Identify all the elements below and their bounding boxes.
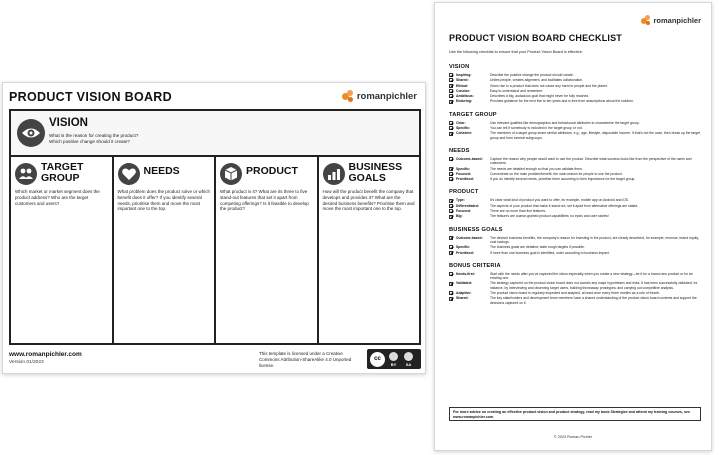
board-grid: [9, 109, 421, 345]
checkbox-icon[interactable]: [449, 121, 453, 125]
checklist-title: PRODUCT VISION BOARD CHECKLIST: [449, 33, 623, 43]
logo-mark-icon: [342, 90, 354, 102]
criterion-description: The aspects of your product that make it stand out, set it apart from alternative offerings are stated.: [490, 203, 639, 208]
criterion-description: If more than one business goal is identified, order according to business impact.: [490, 250, 610, 255]
license-text: This template is licensed under a Creative Commons Attribution-ShareAlike 4.0 Unported license.: [259, 351, 352, 368]
section-heading: TARGET GROUP: [449, 111, 497, 118]
checklist-page: [434, 2, 712, 451]
criterion-description: Unites people, creates alignment, and facilitates collaboration.: [490, 78, 584, 83]
criterion-description: It's clear what kind of product you want to offer, for example, mobile app on Android and iOS.: [490, 198, 629, 203]
checkbox-icon[interactable]: [449, 251, 453, 255]
checklist-item: [449, 209, 701, 213]
checklist-item: [449, 89, 701, 93]
business-goals-heading: BUSINESS GOALS: [348, 161, 403, 184]
criterion-description: Describes a big, audacious goal that might never be fully reached.: [490, 94, 590, 99]
romanpichler-logo: [342, 90, 417, 102]
criterion-description: The members of a target group share similar attributes, e.g., age, lifestyle, disposable income. If that's not the case, then break up the target group and form several subgroups.: [490, 131, 701, 140]
criterion-description: Describe the positive change the product should create.: [490, 73, 574, 77]
criterion-description: The strategy captured on the product vision board does not contain any major hypotheses and risks. It has been successfully validated, for instance, by interviewing and observing target users, building throwaway prototypes, and carrying out competitive analysis.: [490, 281, 698, 290]
checklist-item: [449, 281, 701, 290]
logo-mark-icon: [641, 15, 651, 25]
checklist-sections: [449, 60, 701, 306]
criterion-term: Validated:: [456, 281, 473, 286]
section-heading: PRODUCT: [449, 189, 479, 196]
section-heading: BUSINESS GOALS: [449, 226, 503, 233]
product-heading: PRODUCT: [246, 165, 298, 177]
checklist-item: [449, 296, 701, 305]
criterion-term: Prioritised:: [456, 250, 474, 255]
checkbox-icon[interactable]: [449, 272, 453, 276]
section-heading: VISION: [449, 64, 470, 70]
board-columns: [11, 157, 419, 343]
checklist-item: [449, 198, 701, 202]
criterion-term: Type:: [456, 198, 465, 203]
checklist-item: [449, 157, 701, 166]
checkbox-icon[interactable]: [449, 209, 453, 213]
website-link[interactable]: www.romanpichler.com: [9, 351, 82, 358]
needs-section: [114, 157, 217, 343]
criterion-term: Specific:: [456, 245, 471, 250]
business-goals-section: [319, 157, 420, 343]
checkbox-icon[interactable]: [449, 167, 453, 171]
checkbox-icon[interactable]: [449, 132, 453, 136]
criterion-term: Prioritised:: [456, 177, 474, 182]
criterion-term: Outcome-based:: [456, 235, 483, 240]
criterion-term: Ethical:: [456, 83, 469, 88]
board-title: PRODUCT VISION BOARD: [9, 90, 172, 104]
vision-questions: What is the reason for creating the product? Which positive change should it create?: [49, 133, 139, 144]
checklist-item: [449, 94, 701, 98]
checkbox-icon[interactable]: [449, 172, 453, 176]
section-heading: BONUS CRITERIA: [449, 262, 501, 269]
version-label: Version 01/2023: [9, 360, 44, 365]
criterion-term: Specific:: [456, 126, 471, 131]
checklist-item: [449, 99, 701, 103]
criterion-term: Inspiring:: [456, 73, 472, 77]
checkbox-icon[interactable]: [449, 157, 453, 161]
business-goals-icon: [323, 163, 345, 185]
checklist-intro: Use the following checklist to ensure that your Product Vision Board is effective.: [449, 50, 583, 54]
checkbox-icon[interactable]: [449, 297, 453, 301]
vision-heading: VISION: [49, 117, 88, 129]
checkbox-icon[interactable]: [449, 291, 453, 295]
checklist-item: [449, 121, 701, 125]
target-group-icon: [15, 163, 37, 185]
checkbox-icon[interactable]: [449, 215, 453, 219]
target-group-section: [11, 157, 114, 343]
criterion-term: Shared:: [456, 78, 469, 83]
checklist-item: [449, 204, 701, 208]
criterion-description: Capture the reason why people would want to use the product. Describe what success looks like from the perspective of the users and customers.: [490, 156, 692, 166]
checkbox-icon[interactable]: [449, 199, 453, 203]
checklist-item: [449, 214, 701, 218]
checklist-item: [449, 73, 701, 77]
criterion-description: Easy to understand and remember.: [490, 88, 543, 93]
checkbox-icon[interactable]: [449, 177, 453, 181]
product-question: What product is it? What are its three to five stand-out features that set it apart from competing offerings? Is it feasible to develop the product?: [220, 189, 309, 212]
criterion-term: Specific:: [456, 166, 471, 171]
checklist-item: [449, 131, 701, 140]
checklist-item: [449, 167, 701, 171]
section-heading: NEEDS: [449, 147, 470, 154]
logo-text: romanpichler: [356, 90, 417, 102]
checklist-item: [449, 78, 701, 82]
checklist-item: [449, 172, 701, 176]
checklist-item: [449, 126, 701, 130]
cc-icon: cc: [370, 352, 385, 367]
checklist-item: [449, 291, 701, 295]
vision-section: [11, 111, 419, 157]
checkbox-icon[interactable]: [449, 236, 453, 240]
heart-icon: [118, 163, 140, 185]
criterion-description: You can tell if somebody is included in the target group or not.: [490, 126, 583, 131]
product-vision-board: [2, 82, 426, 374]
checkbox-icon[interactable]: [449, 204, 453, 208]
criterion-term: Shared:: [456, 296, 469, 301]
target-group-heading: TARGET GROUP: [41, 161, 84, 184]
criterion-description: Gives rise to a product that does not cause any harm to people and the planet.: [490, 83, 608, 88]
criterion-description: If you do identify several needs, prioritise them according to their importance for the target group.: [490, 177, 636, 182]
business-goals-question: How will the product benefit the company that develops and provides it? What are the desired business benefits? Prioritise them and move the most important one to the top.: [322, 189, 415, 212]
advice-box: For more advice on creating an effective product vision and product strategy, read my book Strategize and attend my training courses, see www.romanpichler.com.: [449, 407, 701, 421]
share-alike-icon: [404, 352, 413, 361]
criterion-description: The desired business benefits, the company's reason for investing in the product, are clearly described, for example, revenue, brand equity, cost savings.: [490, 235, 699, 244]
criterion-description: The needs are detailed enough so that you can validate them.: [490, 166, 583, 171]
checkbox-icon[interactable]: [449, 100, 453, 104]
attribution-icon: [389, 352, 398, 361]
criterion-term: Clear:: [456, 120, 466, 125]
checklist-item: [449, 236, 701, 245]
checklist-item: [449, 245, 701, 249]
criterion-term: Concise:: [456, 88, 471, 93]
board-footer: [9, 349, 421, 371]
criterion-description: Provides guidance for the next five to ten years and is free from assumptions about the solution.: [490, 99, 634, 104]
checklist-item: [449, 177, 701, 181]
eye-icon: [17, 119, 45, 147]
romanpichler-logo: [641, 15, 701, 25]
criterion-description: The product vision board is regularly inspected and adapted, at least once every three months as a rule of thumb.: [490, 291, 661, 296]
criterion-description: Use relevant qualities like demographics and behavioural attributes to characterise the target group.: [490, 120, 640, 125]
product-section: [216, 157, 319, 343]
criterion-term: Adaptive:: [456, 291, 472, 296]
criterion-term: Differentiated:: [456, 203, 479, 208]
criterion-term: Cohesive:: [456, 131, 473, 136]
criterion-description: Start with the needs after you've captured the vision especially when you create a new strategy—be it for a brand-new product or for an existing one.: [490, 271, 693, 281]
criterion-description: There are no more than five features.: [490, 209, 546, 214]
creative-commons-badge[interactable]: cc BY SA: [367, 349, 421, 369]
needs-question: What problem does the product solve or which benefit does it offer? If you identify several needs, prioritise them and move the most important one to the top.: [117, 189, 211, 212]
criterion-term: Needs-first:: [456, 271, 475, 276]
logo-text: romanpichler: [653, 15, 701, 25]
criterion-description: Concentrate on the main problem/benefit, the main reason for people to use the product.: [490, 171, 623, 176]
checklist-item: [449, 251, 701, 255]
criterion-description: The key stakeholders and development team members have a shared understanding of the product vision board contents and support the decisions captured on it.: [490, 296, 697, 305]
criterion-term: Focused:: [456, 171, 472, 176]
checkbox-icon[interactable]: [449, 73, 453, 77]
checklist-item: [449, 84, 701, 88]
product-box-icon: [220, 163, 242, 185]
checkbox-icon[interactable]: [449, 282, 453, 286]
copyright: © 2023 Roman Pichler: [553, 435, 593, 439]
criterion-term: Ambitious:: [456, 94, 474, 99]
checkbox-icon[interactable]: [449, 89, 453, 93]
criterion-term: Focused:: [456, 209, 472, 214]
checkbox-icon[interactable]: [449, 94, 453, 98]
criterion-description: The features are coarse-grained product capabilities; no epics and user stories!: [490, 214, 609, 219]
criterion-term: Enduring:: [456, 99, 473, 104]
criterion-term: Outcome-based:: [456, 156, 483, 161]
checkbox-icon[interactable]: [449, 78, 453, 82]
needs-heading: NEEDS: [143, 165, 180, 177]
checklist-item: [449, 272, 701, 281]
target-group-question: Which market or market segment does the product address? Who are the target customers and users?: [15, 189, 100, 206]
criterion-term: Big:: [456, 214, 463, 219]
criterion-description: The business goals are detailed; state rough targets if possible.: [490, 245, 585, 250]
checkbox-icon[interactable]: [449, 84, 453, 88]
checkbox-icon[interactable]: [449, 245, 453, 249]
checkbox-icon[interactable]: [449, 126, 453, 130]
